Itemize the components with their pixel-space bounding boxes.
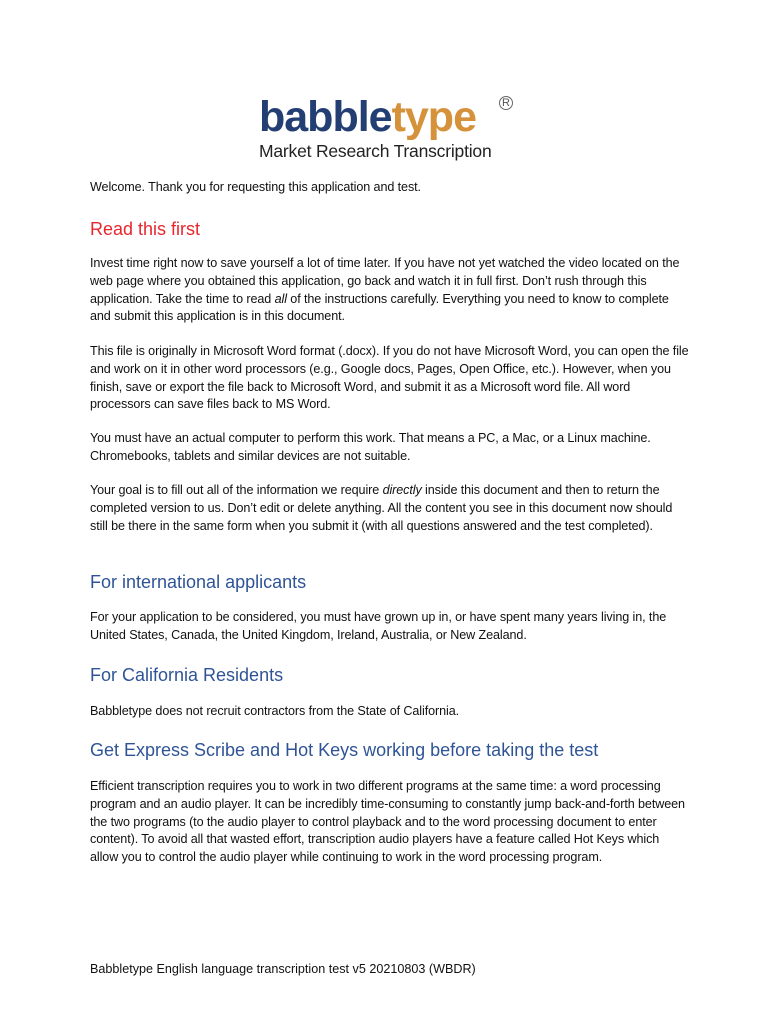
registered-mark: R bbox=[499, 96, 513, 110]
paragraph-word-format: This file is originally in Microsoft Word format (.docx). If you do not have Microsoft Word, you can open the file and work on it in other word processors (e.g., Google docs, Pages, Open Office, etc.). However, when you finish, save or export the file back to Microsoft Word, and submit it as a Microsoft word file. All word processors can save files back to MS Word. bbox=[90, 344, 689, 412]
logo-word-type: type bbox=[391, 93, 476, 141]
heading-express-scribe: Get Express Scribe and Hot Keys working before taking the test bbox=[90, 740, 599, 760]
heading-international-applicants: For international applicants bbox=[90, 572, 307, 592]
paragraph-your-goal bbox=[90, 482, 690, 535]
document-footer: Babbletype English language transcription test v5 20210803 (WBDR) bbox=[90, 962, 476, 976]
paragraph-text: of the instructions carefully. Everything you need to know to complete and submit this application is in this document. bbox=[90, 291, 669, 324]
heading-read-this-first: Read this first bbox=[90, 219, 201, 239]
logo-word-babble: babble bbox=[259, 93, 392, 141]
paragraph-computer-requirement: You must have an actual computer to perform this work. That means a PC, a Mac, or a Linux machine. Chromebooks, tablets and similar devices are not suitable. bbox=[90, 431, 651, 463]
paragraph-text: inside this document and then to return the completed version to us. Don’t edit or delete anything. All the content you see in this document now should still be there in the same form when you submit it (with all questions answered and the test completed). bbox=[90, 483, 673, 533]
emphasis-directly: directly bbox=[382, 483, 422, 497]
paragraph-text: Your goal is to fill out all of the information we require bbox=[90, 483, 383, 497]
emphasis-all: all bbox=[274, 291, 287, 306]
logo-tagline: Market Research Transcription bbox=[259, 141, 492, 161]
heading-california-residents: For California Residents bbox=[90, 665, 284, 685]
paragraph-express-scribe: Efficient transcription requires you to work in two different programs at the same time: a word processing program and an audio player. It can be incredibly time-consuming to constantly jump back-and-forth between the two programs (to the audio player to control playback and to the word processing document to enter content). To avoid all that wasted effort, transcription audio players have a feature called Hot Keys which allow you to control the audio player while continuing to work in the word processing program. bbox=[90, 779, 685, 865]
paragraph-invest-time bbox=[90, 255, 690, 326]
welcome-text: Welcome. Thank you for requesting this application and test. bbox=[90, 180, 421, 194]
paragraph-international: For your application to be considered, you must have grown up in, or have spent many years living in, the United States, Canada, the United Kingdom, Ireland, Australia, or New Zealand. bbox=[90, 610, 667, 642]
paragraph-text: Invest time right now to save yourself a lot of time later. If you have not yet watched the video located on the web page where you obtained this application, go back and watch it in full first. Don’t rush through this application. Take the time to read bbox=[90, 256, 680, 306]
babbletype-logo bbox=[259, 94, 519, 162]
logo-wordmark bbox=[259, 94, 519, 140]
paragraph-california: Babbletype does not recruit contractors from the State of California. bbox=[90, 704, 460, 718]
